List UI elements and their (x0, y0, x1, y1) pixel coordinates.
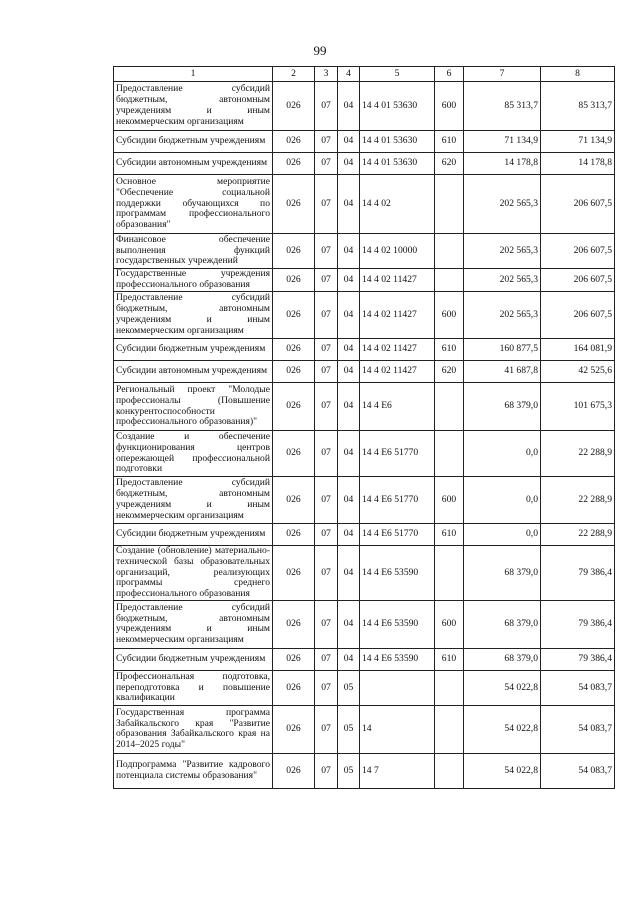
row-description: Финансовое обеспечение выполнения функций государственных учреждений (114, 234, 273, 269)
column-header-6: 6 (435, 67, 464, 82)
cell-expense-type: 610 (435, 648, 464, 670)
cell-target-article: 14 4 E6 53590 (360, 648, 435, 670)
cell-subsection: 04 (338, 648, 360, 670)
cell-admin-code: 026 (273, 670, 315, 705)
table-row (114, 477, 615, 524)
cell-subsection: 04 (338, 431, 360, 477)
cell-admin-code: 026 (273, 546, 315, 601)
cell-amount-year-2: 22 288,9 (541, 524, 615, 546)
cell-section: 07 (315, 153, 338, 175)
cell-target-article: 14 4 E6 51770 (360, 431, 435, 477)
cell-amount-year-2: 54 083,7 (541, 753, 615, 788)
cell-section: 07 (315, 82, 338, 131)
cell-amount-year-1: 14 178,8 (464, 153, 541, 175)
cell-expense-type (435, 753, 464, 788)
table-row (114, 546, 615, 601)
cell-expense-type: 610 (435, 524, 464, 546)
cell-amount-year-1: 0,0 (464, 477, 541, 524)
cell-subsection: 04 (338, 131, 360, 153)
cell-expense-type (435, 234, 464, 269)
cell-amount-year-2: 79 386,4 (541, 648, 615, 670)
cell-admin-code: 026 (273, 131, 315, 153)
cell-admin-code: 026 (273, 361, 315, 383)
row-description: Региональный проект "Молодые профессионалы (Повышение конкурентоспособности профессионального образования)" (114, 383, 273, 431)
row-description: Субсидии автономным учреждениям (114, 361, 273, 383)
row-description: Предоставление субсидий бюджетным, автономным учреждениям и иным некоммерческим организациям (114, 292, 273, 339)
table-row (114, 175, 615, 234)
cell-amount-year-1: 160 877,5 (464, 339, 541, 361)
cell-section: 07 (315, 234, 338, 269)
column-header-8: 8 (541, 67, 615, 82)
cell-amount-year-1: 54 022,8 (464, 670, 541, 705)
table-row (114, 670, 615, 705)
cell-expense-type (435, 175, 464, 234)
cell-target-article: 14 (360, 705, 435, 753)
cell-expense-type: 600 (435, 292, 464, 339)
row-description: Профессиональная подготовка, переподготовка и повышение квалификации (114, 670, 273, 705)
cell-expense-type (435, 670, 464, 705)
cell-admin-code: 026 (273, 477, 315, 524)
row-description: Создание и обеспечение функционирования центров опережающей профессиональной подготовки (114, 431, 273, 477)
row-description: Субсидии бюджетным учреждениям (114, 648, 273, 670)
page-number: 99 (313, 43, 327, 58)
cell-admin-code: 026 (273, 153, 315, 175)
row-description: Предоставление субсидий бюджетным, автономным учреждениям и иным некоммерческим организациям (114, 600, 273, 648)
row-description: Субсидии бюджетным учреждениям (114, 339, 273, 361)
table-row (114, 383, 615, 431)
cell-target-article: 14 4 E6 53590 (360, 600, 435, 648)
table-row (114, 753, 615, 788)
cell-section: 07 (315, 753, 338, 788)
cell-amount-year-1: 202 565,3 (464, 269, 541, 292)
row-description: Субсидии бюджетным учреждениям (114, 131, 273, 153)
cell-target-article: 14 4 E6 53590 (360, 546, 435, 601)
cell-subsection: 04 (338, 383, 360, 431)
cell-expense-type: 600 (435, 600, 464, 648)
cell-admin-code: 026 (273, 383, 315, 431)
cell-target-article: 14 4 02 11427 (360, 339, 435, 361)
table-row (114, 339, 615, 361)
cell-subsection: 04 (338, 477, 360, 524)
cell-amount-year-1: 0,0 (464, 431, 541, 477)
cell-subsection: 05 (338, 705, 360, 753)
cell-subsection: 04 (338, 600, 360, 648)
cell-section: 07 (315, 175, 338, 234)
cell-amount-year-1: 54 022,8 (464, 705, 541, 753)
cell-target-article: 14 4 01 53630 (360, 153, 435, 175)
cell-expense-type: 620 (435, 361, 464, 383)
cell-section: 07 (315, 477, 338, 524)
cell-subsection: 04 (338, 175, 360, 234)
cell-target-article: 14 4 01 53630 (360, 82, 435, 131)
row-description: Субсидии автономным учреждениям (114, 153, 273, 175)
cell-section: 07 (315, 670, 338, 705)
cell-section: 07 (315, 269, 338, 292)
cell-admin-code: 026 (273, 234, 315, 269)
cell-expense-type: 610 (435, 339, 464, 361)
column-header-2: 2 (273, 67, 315, 82)
cell-admin-code: 026 (273, 175, 315, 234)
row-description: Предоставление субсидий бюджетным, автономным учреждениям и иным некоммерческим организациям (114, 477, 273, 524)
cell-amount-year-2: 22 288,9 (541, 431, 615, 477)
cell-section: 07 (315, 524, 338, 546)
cell-subsection: 04 (338, 292, 360, 339)
row-description: Субсидии бюджетным учреждениям (114, 524, 273, 546)
cell-subsection: 04 (338, 234, 360, 269)
table-row (114, 82, 615, 131)
cell-amount-year-1: 68 379,0 (464, 546, 541, 601)
table-row (114, 431, 615, 477)
cell-admin-code: 026 (273, 292, 315, 339)
cell-admin-code: 026 (273, 431, 315, 477)
cell-amount-year-2: 206 607,5 (541, 234, 615, 269)
cell-admin-code: 026 (273, 705, 315, 753)
cell-section: 07 (315, 292, 338, 339)
column-header-7: 7 (464, 67, 541, 82)
cell-amount-year-2: 164 081,9 (541, 339, 615, 361)
cell-admin-code: 026 (273, 339, 315, 361)
cell-expense-type: 610 (435, 131, 464, 153)
cell-target-article: 14 4 02 11427 (360, 269, 435, 292)
cell-subsection: 05 (338, 753, 360, 788)
cell-section: 07 (315, 339, 338, 361)
cell-expense-type: 600 (435, 477, 464, 524)
cell-subsection: 04 (338, 153, 360, 175)
cell-target-article: 14 4 01 53630 (360, 131, 435, 153)
cell-section: 07 (315, 600, 338, 648)
budget-table (113, 66, 615, 789)
table-row (114, 153, 615, 175)
cell-section: 07 (315, 431, 338, 477)
cell-admin-code: 026 (273, 648, 315, 670)
cell-admin-code: 026 (273, 600, 315, 648)
row-description: Предоставление субсидий бюджетным, автономным учреждениям и иным некоммерческим организациям (114, 82, 273, 131)
table-row (114, 524, 615, 546)
cell-amount-year-2: 22 288,9 (541, 477, 615, 524)
cell-amount-year-2: 54 083,7 (541, 670, 615, 705)
cell-section: 07 (315, 383, 338, 431)
cell-admin-code: 026 (273, 269, 315, 292)
cell-admin-code: 026 (273, 753, 315, 788)
table-row (114, 234, 615, 269)
cell-amount-year-1: 202 565,3 (464, 292, 541, 339)
cell-target-article: 14 4 E6 51770 (360, 524, 435, 546)
cell-amount-year-1: 68 379,0 (464, 648, 541, 670)
cell-amount-year-2: 54 083,7 (541, 705, 615, 753)
cell-subsection: 04 (338, 546, 360, 601)
column-header-4: 4 (338, 67, 360, 82)
cell-expense-type (435, 383, 464, 431)
cell-section: 07 (315, 361, 338, 383)
cell-amount-year-2: 42 525,6 (541, 361, 615, 383)
table-row (114, 292, 615, 339)
cell-expense-type (435, 546, 464, 601)
table-row (114, 269, 615, 292)
cell-subsection: 04 (338, 339, 360, 361)
cell-expense-type: 600 (435, 82, 464, 131)
cell-amount-year-2: 206 607,5 (541, 292, 615, 339)
cell-amount-year-2: 206 607,5 (541, 175, 615, 234)
cell-subsection: 04 (338, 82, 360, 131)
cell-admin-code: 026 (273, 82, 315, 131)
table-row (114, 600, 615, 648)
cell-amount-year-2: 14 178,8 (541, 153, 615, 175)
cell-subsection: 04 (338, 361, 360, 383)
cell-amount-year-1: 202 565,3 (464, 234, 541, 269)
cell-expense-type (435, 269, 464, 292)
cell-admin-code: 026 (273, 524, 315, 546)
cell-target-article: 14 4 02 11427 (360, 292, 435, 339)
cell-subsection: 05 (338, 670, 360, 705)
cell-section: 07 (315, 648, 338, 670)
cell-section: 07 (315, 546, 338, 601)
cell-expense-type: 620 (435, 153, 464, 175)
cell-amount-year-1: 85 313,7 (464, 82, 541, 131)
cell-subsection: 04 (338, 524, 360, 546)
cell-amount-year-2: 101 675,3 (541, 383, 615, 431)
cell-target-article: 14 7 (360, 753, 435, 788)
cell-amount-year-1: 68 379,0 (464, 600, 541, 648)
cell-amount-year-2: 85 313,7 (541, 82, 615, 131)
table-row (114, 131, 615, 153)
table-row (114, 361, 615, 383)
cell-target-article: 14 4 E6 51770 (360, 477, 435, 524)
cell-amount-year-2: 79 386,4 (541, 546, 615, 601)
cell-target-article: 14 4 E6 (360, 383, 435, 431)
cell-expense-type (435, 431, 464, 477)
cell-section: 07 (315, 131, 338, 153)
cell-amount-year-1: 0,0 (464, 524, 541, 546)
column-header-5: 5 (360, 67, 435, 82)
cell-target-article: 14 4 02 11427 (360, 361, 435, 383)
column-header-1: 1 (114, 67, 273, 82)
row-description: Государственные учреждения профессионального образования (114, 269, 273, 292)
row-description: Основное мероприятие "Обеспечение социальной поддержки обучающихся по программам профессионального образования" (114, 175, 273, 234)
row-description: Государственная программа Забайкальского края "Развитие образования Забайкальского края на 2014–2025 годы" (114, 705, 273, 753)
table-header-row (114, 67, 615, 82)
cell-amount-year-1: 71 134,9 (464, 131, 541, 153)
cell-subsection: 04 (338, 269, 360, 292)
table-row (114, 705, 615, 753)
row-description: Создание (обновление) материально-технической базы образовательных организаций, реализующих программы среднего профессионального образования (114, 546, 273, 601)
cell-amount-year-1: 202 565,3 (464, 175, 541, 234)
cell-amount-year-1: 41 687,8 (464, 361, 541, 383)
table-row (114, 648, 615, 670)
cell-amount-year-2: 79 386,4 (541, 600, 615, 648)
cell-amount-year-1: 54 022,8 (464, 753, 541, 788)
cell-amount-year-2: 71 134,9 (541, 131, 615, 153)
row-description: Подпрограмма "Развитие кадрового потенциала системы образования" (114, 753, 273, 788)
cell-target-article: 14 4 02 (360, 175, 435, 234)
cell-target-article (360, 670, 435, 705)
cell-amount-year-2: 206 607,5 (541, 269, 615, 292)
cell-section: 07 (315, 705, 338, 753)
cell-expense-type (435, 705, 464, 753)
table-body (114, 82, 615, 789)
cell-amount-year-1: 68 379,0 (464, 383, 541, 431)
cell-target-article: 14 4 02 10000 (360, 234, 435, 269)
column-header-3: 3 (315, 67, 338, 82)
